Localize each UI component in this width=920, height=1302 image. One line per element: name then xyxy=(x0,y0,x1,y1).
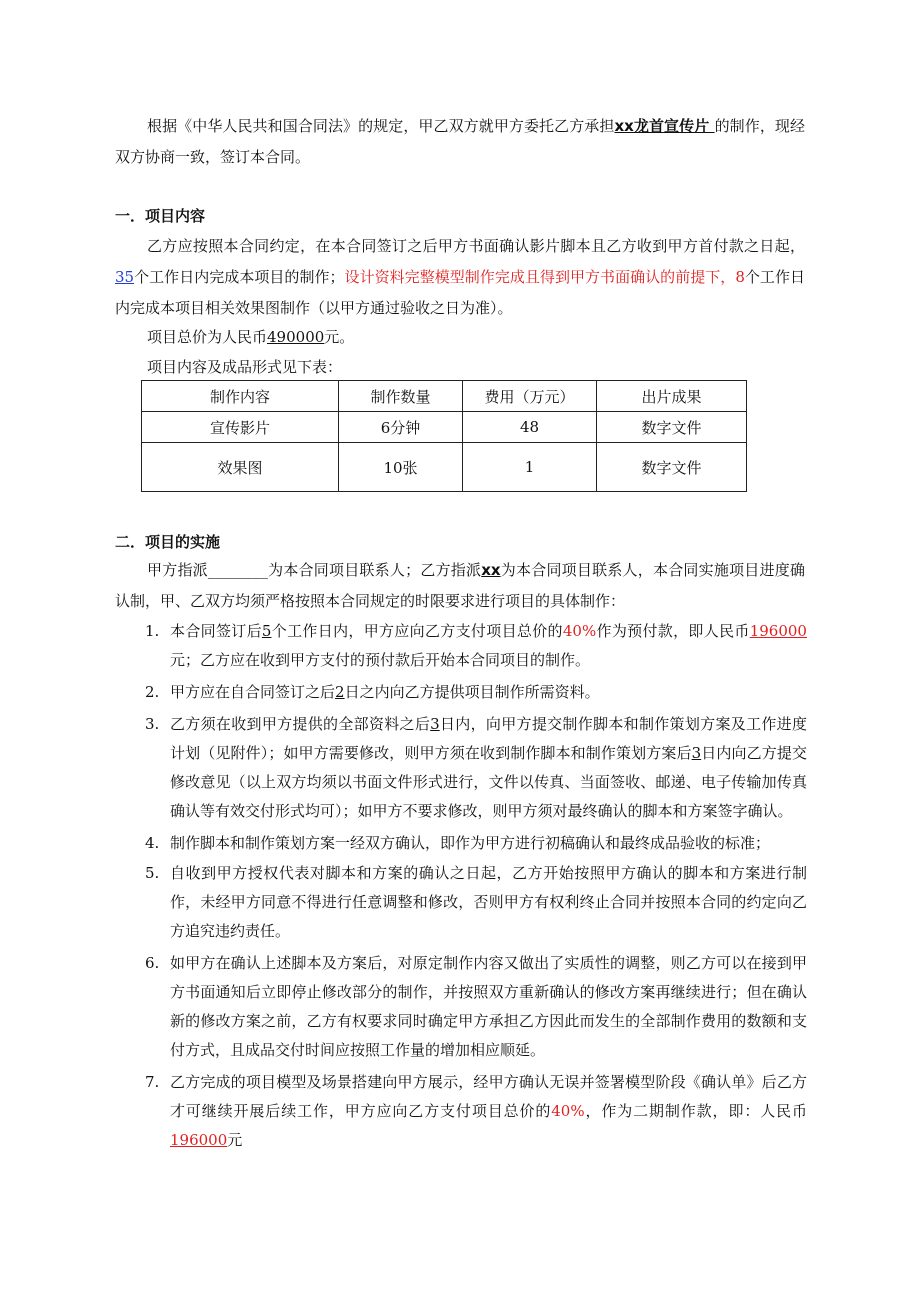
work-days: 35 xyxy=(115,268,135,286)
intro-text-end: 的制作，现经双方协商一致，签订本合同。 xyxy=(115,117,805,166)
table-cell: 6分钟 xyxy=(339,412,463,443)
section1-text-c: 个工作日内完成本项目相关效果图制作（以甲方通过验收之日为准）。 xyxy=(115,268,805,317)
item-text: 乙方完成的项目模型及场景搭建向甲方展示，经甲方确认无误并签署模型阶段《确认单》后乙方才可继续开展后续工作，甲方应向乙方支付项目总价的 xyxy=(170,1073,807,1120)
item-text: 日内，向甲方提交制作脚本和制作策划方案及工作进度计划（见附件）；如甲方需要修改，则甲方须在收到制作脚本和制作策划方案后 xyxy=(170,715,807,762)
table-header: 出片成果 xyxy=(597,381,747,412)
item-percent: 40% xyxy=(551,1102,585,1120)
table-header: 制作数量 xyxy=(339,381,463,412)
price-value: 490000 xyxy=(267,328,325,346)
table-cell: 48 xyxy=(463,412,597,443)
table-row xyxy=(142,443,747,492)
table-row xyxy=(142,412,747,443)
list-number: 1. xyxy=(145,622,160,640)
item-days: 5 xyxy=(261,622,272,640)
item-text: 如甲方在确认上述脚本及方案后，对原定制作内容又做出了实质性的调整，则乙方可以在接到甲方书面通知后立即停止修改部分的制作，并按照双方重新确认的修改方案再继续进行；但在确认新的修改方案之前，乙方有权要求同时确定甲方承担乙方因此而发生的全部制作费用的数额和支付方式，且成品交付时间应按照工作量的增加相应顺延。 xyxy=(170,954,807,1059)
item-text: 制作脚本和制作策划方案一经双方确认，即作为甲方进行初稿确认和最终成品验收的标准； xyxy=(170,834,771,852)
table-intro: 项目内容及成品形式见下表： xyxy=(147,358,343,376)
list-item xyxy=(145,617,807,675)
price-label: 项目总价为人民币 xyxy=(147,328,268,346)
item-days: 3 xyxy=(691,744,702,762)
item-text: 本合同签订后 xyxy=(170,622,262,640)
section2-text-c: 为本合同项目联系人，本合同实施项目进度确认制，甲、乙双方均须严格按照本合同规定的时限要求进行项目的具体制作： xyxy=(115,561,805,610)
item-text: ，作为二期制作款，即：人民币 xyxy=(584,1102,807,1120)
item-text: 作为预付款，即人民币 xyxy=(596,622,750,640)
table-cell: 宣传影片 xyxy=(142,412,339,443)
implementation-list xyxy=(145,617,807,1155)
section1-heading: 一．项目内容 xyxy=(115,207,206,225)
table-cell: 效果图 xyxy=(142,443,339,492)
list-item xyxy=(145,859,807,946)
item-text: 甲方应在自合同签订之后 xyxy=(170,683,336,701)
item-text: 元 xyxy=(227,1131,243,1149)
list-item xyxy=(145,1068,807,1155)
item-text: 日内向乙方提交修改意见（以上双方均须以书面文件形式进行，文件以传真、当面签收、邮递、电子传输加传真确认等有效交付形式均可）；如甲方不要求修改，则甲方须对最终确认的脚本和方案签字确认。 xyxy=(170,744,807,820)
item-percent: 40% xyxy=(562,622,597,640)
list-number: 5. xyxy=(145,864,160,882)
list-item xyxy=(145,710,807,826)
item-amount: 196000 xyxy=(749,622,807,640)
item-text: 自收到甲方授权代表对脚本和方案的确认之日起，乙方开始按照甲方确认的脚本和方案进行制作，未经甲方同意不得进行任意调整和修改，否则甲方有权利终止合同并按照本合同的约定向乙方追究违约责任。 xyxy=(170,864,807,940)
client-contact-blank: ________ xyxy=(207,561,268,579)
section2-text-a: 甲方指派 xyxy=(147,561,208,579)
section2-paragraph xyxy=(115,555,805,617)
item-text: 乙方须在收到甲方提供的全部资料之后 xyxy=(170,715,431,733)
table-header: 制作内容 xyxy=(142,381,339,412)
section1-text-a: 乙方应按照本合同约定，在本合同签订之后甲方书面确认影片脚本且乙方收到甲方首付款之日起， xyxy=(147,237,805,255)
list-number: 6. xyxy=(145,954,160,972)
render-days: 8 xyxy=(735,268,745,286)
intro-text: 根据《中华人民共和国合同法》的规定，甲乙双方就甲方委托乙方承担 xyxy=(147,117,615,135)
list-number: 2. xyxy=(145,683,160,701)
section2-heading: 二．项目的实施 xyxy=(115,533,221,551)
project-table xyxy=(141,380,747,492)
list-number: 4. xyxy=(145,834,160,852)
table-cell: 10张 xyxy=(339,443,463,492)
list-item xyxy=(145,829,807,858)
item-amount: 196000 xyxy=(170,1131,228,1149)
price-line xyxy=(115,322,805,353)
item-text: 元；乙方应在收到甲方支付的预付款后开始本合同项目的制作。 xyxy=(170,651,591,669)
table-cell: 1 xyxy=(463,443,597,492)
list-item xyxy=(145,949,807,1065)
item-days: 3 xyxy=(430,715,440,733)
section1-text-b: 个工作日内完成本项目的制作； xyxy=(134,268,345,286)
section2-text-b: 为本合同项目联系人；乙方指派 xyxy=(267,561,482,579)
price-unit: 元。 xyxy=(324,328,355,346)
section1-red-text: 设计资料完整模型制作完成且得到甲方书面确认的前提下， xyxy=(344,268,736,286)
table-header-row xyxy=(142,381,747,412)
vendor-contact: xx xyxy=(481,561,501,579)
intro-paragraph xyxy=(115,111,805,173)
project-name: xx龙首宣传片 xyxy=(614,117,715,135)
item-days: 2 xyxy=(335,683,345,701)
section1-paragraph xyxy=(115,231,805,324)
item-text: 个工作日内，甲方应向乙方支付项目总价的 xyxy=(271,622,563,640)
list-number: 3. xyxy=(145,715,160,733)
table-cell: 数字文件 xyxy=(597,412,747,443)
list-item xyxy=(145,678,807,707)
list-number: 7. xyxy=(145,1073,160,1091)
item-text: 日之内向乙方提供项目制作所需资料。 xyxy=(344,683,600,701)
table-cell: 数字文件 xyxy=(597,443,747,492)
table-header: 费用（万元） xyxy=(463,381,597,412)
